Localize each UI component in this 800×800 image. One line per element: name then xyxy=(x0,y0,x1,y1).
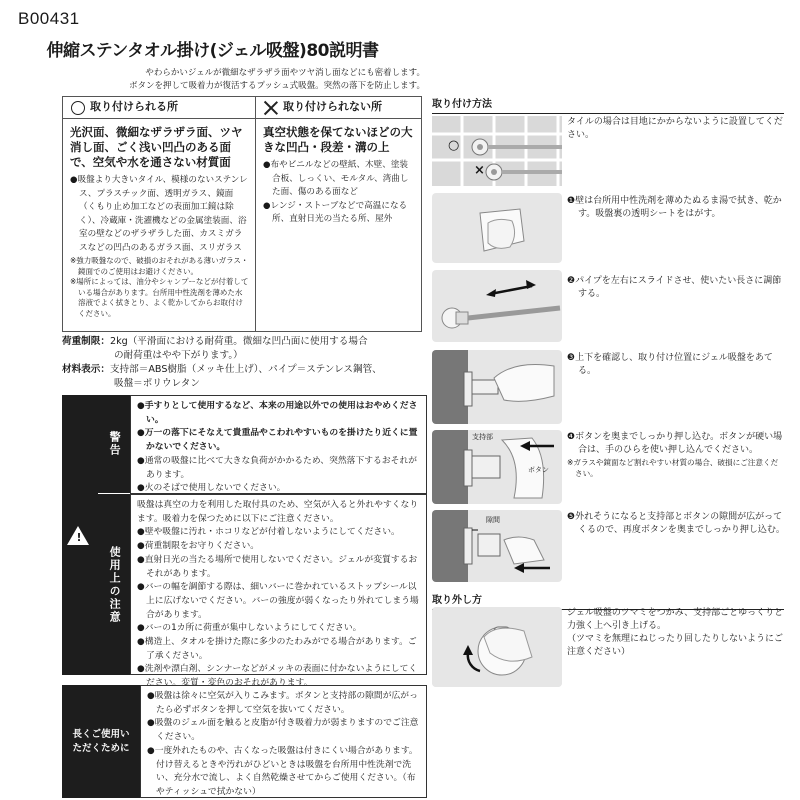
step2-text: ❷パイプを左右にスライドさせ、使いたい長さに調節する。 xyxy=(567,276,782,299)
remove-note: （ツマミを無理にねじったり回したりしないようにご注意ください） xyxy=(567,634,784,657)
tile-note: タイルの場合は目地にかからないように設置してください。 xyxy=(567,117,783,140)
long-use-item-1: ●吸盤は徐々に空気が入りこみます。ボタンと支持部の隙間が広がったら必ずボタンを押して空気を抜いてください。 xyxy=(147,691,418,715)
long-use-item-3: ●一度外れたものや、古くなった吸盤は付きにくい場合があります。付け替えるときや汚れがひどいときは吸盤を台所用中性洗剤で洗い、充分水で流し、よく自然乾燥させてからご使用ください。（布やティッシュで拭かない） xyxy=(147,745,418,797)
button-callout: ボタン xyxy=(528,466,549,474)
slide-pipe-illustration xyxy=(432,270,562,342)
unmountable-item-2: ●レンジ・ストーブなどで高温になる所、直射日光の当たる所、屋外 xyxy=(263,200,408,224)
mountable-lead: 光沢面、微細なザラザラ面、ツヤ消し面、ごく浅い凹凸のある面で、空気や水を通さない材質面 xyxy=(70,125,243,169)
materials: 材料表示：支持部＝ABS樹脂（メッキ仕上げ）、パイプ＝ステンレス鋼管、 吸盤＝ポリウレタン xyxy=(62,364,382,389)
load-limit: 荷重制限：2kg（平滑面における耐荷重。微細な凹凸面に使用する場合 の耐荷重はやや下がります。） xyxy=(62,336,368,361)
subtitle-line-2: ボタンを押して吸着力が復活するプッシュ式吸盤。突然の落下を防止します。 xyxy=(128,81,425,91)
mountable-heading-text: 取り付けられる所 xyxy=(90,100,178,114)
tile-illustration xyxy=(432,116,562,186)
mountable-surfaces-panel xyxy=(62,96,256,332)
exclamation-icon: ! xyxy=(76,531,82,544)
step3-text: ❸上下を確認し、取り付け位置にジェル吸盤をあてる。 xyxy=(567,353,773,376)
caution-item-2: ●荷重制限をお守りください。 xyxy=(137,541,260,552)
warning-tab: 警告 xyxy=(98,395,130,493)
wipe-illustration xyxy=(432,193,562,263)
gap-callout: 隙間 xyxy=(486,516,500,524)
warning-item-2: ●万一の落下にそなえて貴重品やこわれやすいものを掛けたり近くに置かないでください。 xyxy=(137,428,418,453)
mountable-note-2: ※場所によっては、油分やシャンプーなどが付着している場合があります。台所用中性洗剤を薄めた水溶液でよく拭きとり、よく乾かしてからお取付けください。 xyxy=(70,277,249,318)
circle-icon xyxy=(71,101,85,115)
unmountable-item-1: ●布やビニルなどの壁紙、木壁、塗装合板、しっくい、モルタル、湾曲した面、傷のある面など xyxy=(263,160,409,197)
page-title: 伸縮ステンタオル掛け(ジェル吸盤)80説明書 xyxy=(46,41,379,61)
cross-icon xyxy=(264,101,278,115)
unmountable-heading xyxy=(256,97,421,119)
attach-heading: 取り付け方法 xyxy=(432,98,784,114)
caution-item-7: ●洗剤や漂白剤、シンナーなどがメッキの表面に付かないようにしてください。変質・変色のおそれがあります。 xyxy=(137,664,418,689)
bad-mark: × xyxy=(474,163,485,178)
warning-box xyxy=(130,395,427,494)
warning-item-1: ●手すりとして使用するなど、本来の用途以外での使用はおやめください。 xyxy=(137,401,418,425)
warning-item-3: ●通常の吸盤に比べて大きな負荷がかかるため、突然落下するおそれがあります。 xyxy=(137,455,418,480)
step2-illustration xyxy=(432,270,562,342)
remove-suction-illustration xyxy=(432,607,562,687)
long-use-item-2: ●吸盤のジェル面を触ると皮脂が付き吸着力が弱まりますのでご注意ください。 xyxy=(147,718,419,743)
caution-tab: 使用上の注意 xyxy=(98,494,130,675)
step5-text: ❺外れそうになると支持部とボタンの隙間が広がってくるので、再度ボタンを奥までしっかり押し込む。 xyxy=(567,512,785,535)
caution-item-1: ●壁や吸盤に汚れ・ホコリなどが付着しないようにしてください。 xyxy=(137,527,400,538)
unmountable-surfaces-panel xyxy=(256,96,422,332)
step4-note: ※ガラスや鏡面など割れやすい材質の場合、破損にご注意ください。 xyxy=(567,458,779,478)
remove-illustration xyxy=(432,607,562,687)
step3-illustration xyxy=(432,350,562,424)
warning-item-4: ●火のそばで使用しないでください。 xyxy=(137,483,286,494)
unmountable-lead: 真空状態を保てないほどの大きな凹凸・段差・溝の上 xyxy=(263,125,413,154)
support-callout: 支持部 xyxy=(472,433,493,441)
caution-item-3: ●直射日光の当たる場所で使用しないでください。ジェルが変質するおそれがあります。 xyxy=(137,554,418,579)
caution-item-5: ●バーの1カ所に荷重が集中しないようにしてください。 xyxy=(137,623,362,634)
subtitle-line-1: やわらかいジェルが微細なザラザラ面やツヤ消し面などにも密着します。 xyxy=(145,68,425,78)
remove-text: ジェル吸盤のツマミをつかみ、支持部ごとゆっくりと力強く上へ引き上げる。 xyxy=(567,608,784,631)
remove-heading: 取り外し方 xyxy=(432,594,784,610)
step4-illustration xyxy=(432,430,562,504)
caution-intro: 吸盤は真空の力を利用した取付具のため、空気が入ると外れやすくなります。吸着力を保つために以下にご注意ください。 xyxy=(137,500,419,524)
long-use-tab: 長くご使用いただくために xyxy=(62,685,140,798)
caution-box xyxy=(130,494,427,689)
good-mark: ○ xyxy=(448,138,460,153)
step1-illustration xyxy=(432,193,562,263)
mountable-note-1: ※強力吸盤なので、破損のおそれがある薄いガラス・鏡面でのご使用はお避けください。 xyxy=(70,256,249,276)
mountable-heading xyxy=(63,97,255,119)
product-code: B00431 xyxy=(18,9,80,28)
caution-item-4: ●バーの幅を調節する際は、細いバーに巻かれているストップシール以上に広げないでください。バーの強度が弱くなったり外れてしまう場合があります。 xyxy=(137,582,419,620)
unmountable-heading-text: 取り付けられない所 xyxy=(283,100,382,114)
step1-text: ❶壁は台所用中性洗剤を薄めたぬるま湯で拭き、乾かす。吸盤裏の透明シートをはがす。 xyxy=(567,196,782,219)
mountable-item: ●吸盤より大きいタイル、模様のないステンレス、プラスチック面、透明ガラス、鏡面（くもり止め加工などの表面加工鏡は除く）、冷蔵庫・洗濯機などの金属塗装面、浴室の壁などのザラザラした面、カスミガラスなどの凹凸のあるガラス面、スリガラス xyxy=(70,175,248,253)
caution-item-6: ●構造上、タオルを掛けた際に多少のたわみがでる場合があります。ご了承ください。 xyxy=(137,637,417,661)
long-use-box xyxy=(140,685,427,798)
step4-text: ❹ボタンを奥までしっかり押し込む。ボタンが硬い場合は、手のひらを使い押し込んでください。 xyxy=(567,432,783,455)
step5-illustration xyxy=(432,510,562,582)
place-suction-illustration xyxy=(432,350,562,424)
